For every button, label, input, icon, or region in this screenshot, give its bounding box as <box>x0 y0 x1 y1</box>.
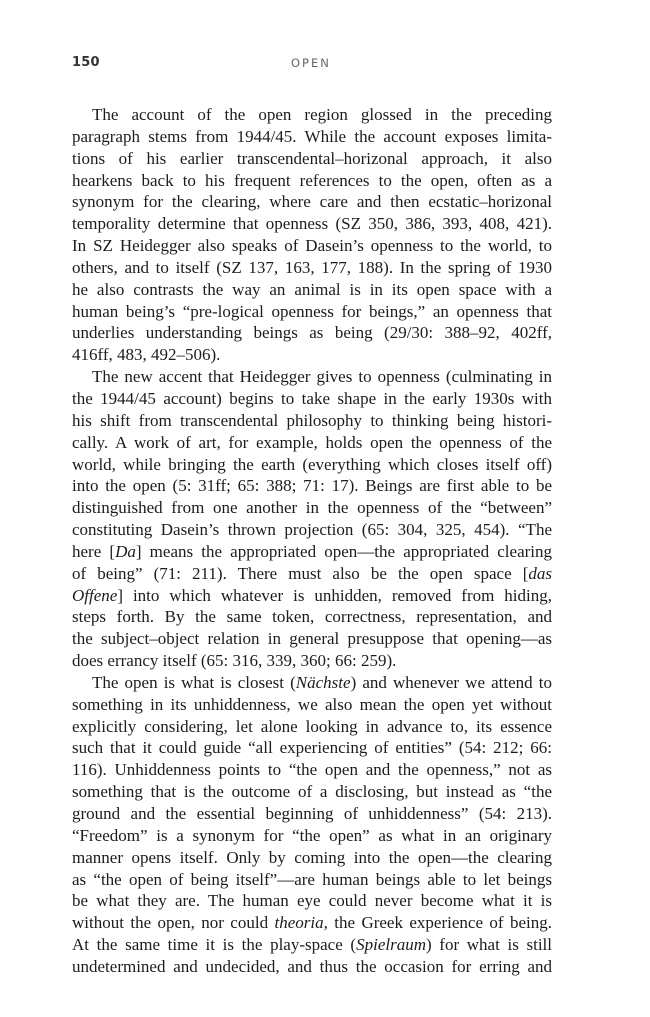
page-number: 150 <box>72 55 100 70</box>
text-segment: synonym for the clearing, where care and then ecstatic–horizonal <box>72 192 552 212</box>
text-segment: tions of his earlier transcendental–horizonal approach, it also <box>72 148 552 168</box>
text-line <box>72 716 552 738</box>
text-segment: cally. A work of art, for example, holds open the openness of the <box>72 432 552 452</box>
italic-term: Nächste <box>295 672 351 692</box>
text-line <box>72 606 552 628</box>
text-segment: of being” (71: 211). There must also be the open space [ <box>72 563 529 583</box>
body-text <box>72 104 552 978</box>
text-line <box>72 759 552 781</box>
section-title: OPEN <box>291 56 331 70</box>
text-line <box>72 366 552 388</box>
text-segment: steps forth. By the same token, correctness, representation, and <box>72 607 552 627</box>
text-segment: “Freedom” is a synonym for “the open” as what in an originary <box>72 825 552 845</box>
text-line <box>72 869 552 891</box>
italic-term: Offene <box>72 585 118 605</box>
text-segment: 116). Unhiddenness points to “the open and the openness,” not as <box>72 760 552 780</box>
text-line <box>72 497 552 519</box>
text-line <box>72 170 552 192</box>
text-segment: 416ff, 483, 492–506). <box>72 345 221 365</box>
text-segment: without the open, nor could <box>72 913 275 933</box>
text-segment: The open is what is closest ( <box>92 672 296 692</box>
italic-term: Da <box>115 541 136 561</box>
text-line <box>72 432 552 454</box>
text-segment: ) for what is still <box>425 935 552 955</box>
text-line <box>72 825 552 847</box>
text-segment: undetermined and undecided, and thus the occasion for erring and <box>72 956 552 976</box>
text-line <box>72 890 552 912</box>
text-line <box>72 388 552 410</box>
text-segment: human being’s “pre-logical openness for beings,” an openness that <box>72 301 552 321</box>
text-segment: something that is the outcome of a disclosing, but instead as “the <box>72 782 552 802</box>
paragraph <box>72 104 552 366</box>
text-segment: manner opens itself. Only by coming into the open—the clearing <box>72 847 552 867</box>
text-line <box>72 301 552 323</box>
text-line <box>72 672 552 694</box>
text-segment: , the Greek experience of being. <box>323 913 552 933</box>
italic-term: das <box>528 563 552 583</box>
text-line <box>72 934 552 956</box>
text-segment: In SZ Heidegger also speaks of Dasein’s openness to the world, to <box>72 236 552 256</box>
text-segment: The account of the open region glossed in the preceding <box>92 105 552 124</box>
text-line <box>72 803 552 825</box>
text-segment: something in its unhiddenness, we also mean the open yet without <box>72 694 552 714</box>
text-line <box>72 126 552 148</box>
text-line <box>72 475 552 497</box>
text-line <box>72 104 552 126</box>
text-segment: world, while bringing the earth (everything which closes itself off) <box>72 454 552 474</box>
text-segment: The new accent that Heidegger gives to openness (culminating in <box>92 367 552 387</box>
text-segment: others, and to itself (SZ 137, 163, 177, 188). In the spring of 1930 <box>72 257 552 277</box>
text-line <box>72 519 552 541</box>
text-segment: he also contrasts the way an animal is in its open space with a <box>72 279 552 299</box>
text-segment: ground and the essential beginning of unhiddenness” (54: 213). <box>72 804 552 823</box>
text-segment: ) and whenever we attend to <box>350 672 552 692</box>
text-segment: such that it could guide “all experiencing of entities” (54: 212; 66: <box>72 738 552 758</box>
text-segment: his shift from transcendental philosophy to thinking being histori- <box>72 410 552 430</box>
text-segment: temporality determine that openness (SZ 350, 386, 393, 408, 421). <box>72 214 552 234</box>
text-line <box>72 737 552 759</box>
text-line <box>72 322 552 344</box>
text-line <box>72 847 552 869</box>
text-segment: hearkens back to his frequent references to the open, often as a <box>72 170 552 190</box>
text-line <box>72 410 552 432</box>
text-line <box>72 344 552 366</box>
text-segment: constituting Dasein’s thrown projection (65: 304, 325, 454). “The <box>72 520 552 540</box>
text-line <box>72 628 552 650</box>
text-segment: as “the open of being itself”—are human beings able to let beings <box>72 869 552 889</box>
text-line <box>72 279 552 301</box>
text-segment: does errancy itself (65: 316, 339, 360; 66: 259). <box>72 651 397 671</box>
text-line <box>72 956 552 978</box>
text-line <box>72 235 552 257</box>
text-segment: into the open (5: 31ff; 65: 388; 71: 17). Beings are first able to be <box>72 476 552 496</box>
text-line <box>72 541 552 563</box>
text-segment: ] into which whatever is unhidden, removed from hiding, <box>117 585 552 605</box>
text-line <box>72 148 552 170</box>
text-segment: explicitly considering, let alone looking in advance to, its essence <box>72 716 552 736</box>
paragraph <box>72 672 552 978</box>
text-segment: underlies understanding beings as being (29/30: 388–92, 402ff, <box>72 323 552 343</box>
text-segment: here [ <box>72 541 116 561</box>
italic-term: theoria <box>274 913 324 933</box>
paragraph <box>72 366 552 672</box>
text-line <box>72 650 552 672</box>
text-segment: be what they are. The human eye could never become what it is <box>72 891 552 911</box>
text-line <box>72 213 552 235</box>
text-line <box>72 694 552 716</box>
text-segment: the subject–object relation in general presuppose that opening—as <box>72 629 552 649</box>
text-segment: the 1944/45 account) begins to take shape in the early 1930s with <box>72 388 552 408</box>
text-line <box>72 585 552 607</box>
text-segment: ] means the appropriated open—the appropriated clearing <box>135 541 552 561</box>
text-line <box>72 781 552 803</box>
text-line <box>72 454 552 476</box>
text-line <box>72 912 552 934</box>
text-segment: distinguished from one another in the openness of the “between” <box>72 498 552 518</box>
italic-term: Spielraum <box>356 935 426 955</box>
text-line <box>72 257 552 279</box>
text-line <box>72 563 552 585</box>
running-head <box>72 52 580 72</box>
text-segment: At the same time it is the play-space ( <box>72 935 357 955</box>
text-line <box>72 191 552 213</box>
text-segment: paragraph stems from 1944/45. While the account exposes limita- <box>72 126 552 146</box>
